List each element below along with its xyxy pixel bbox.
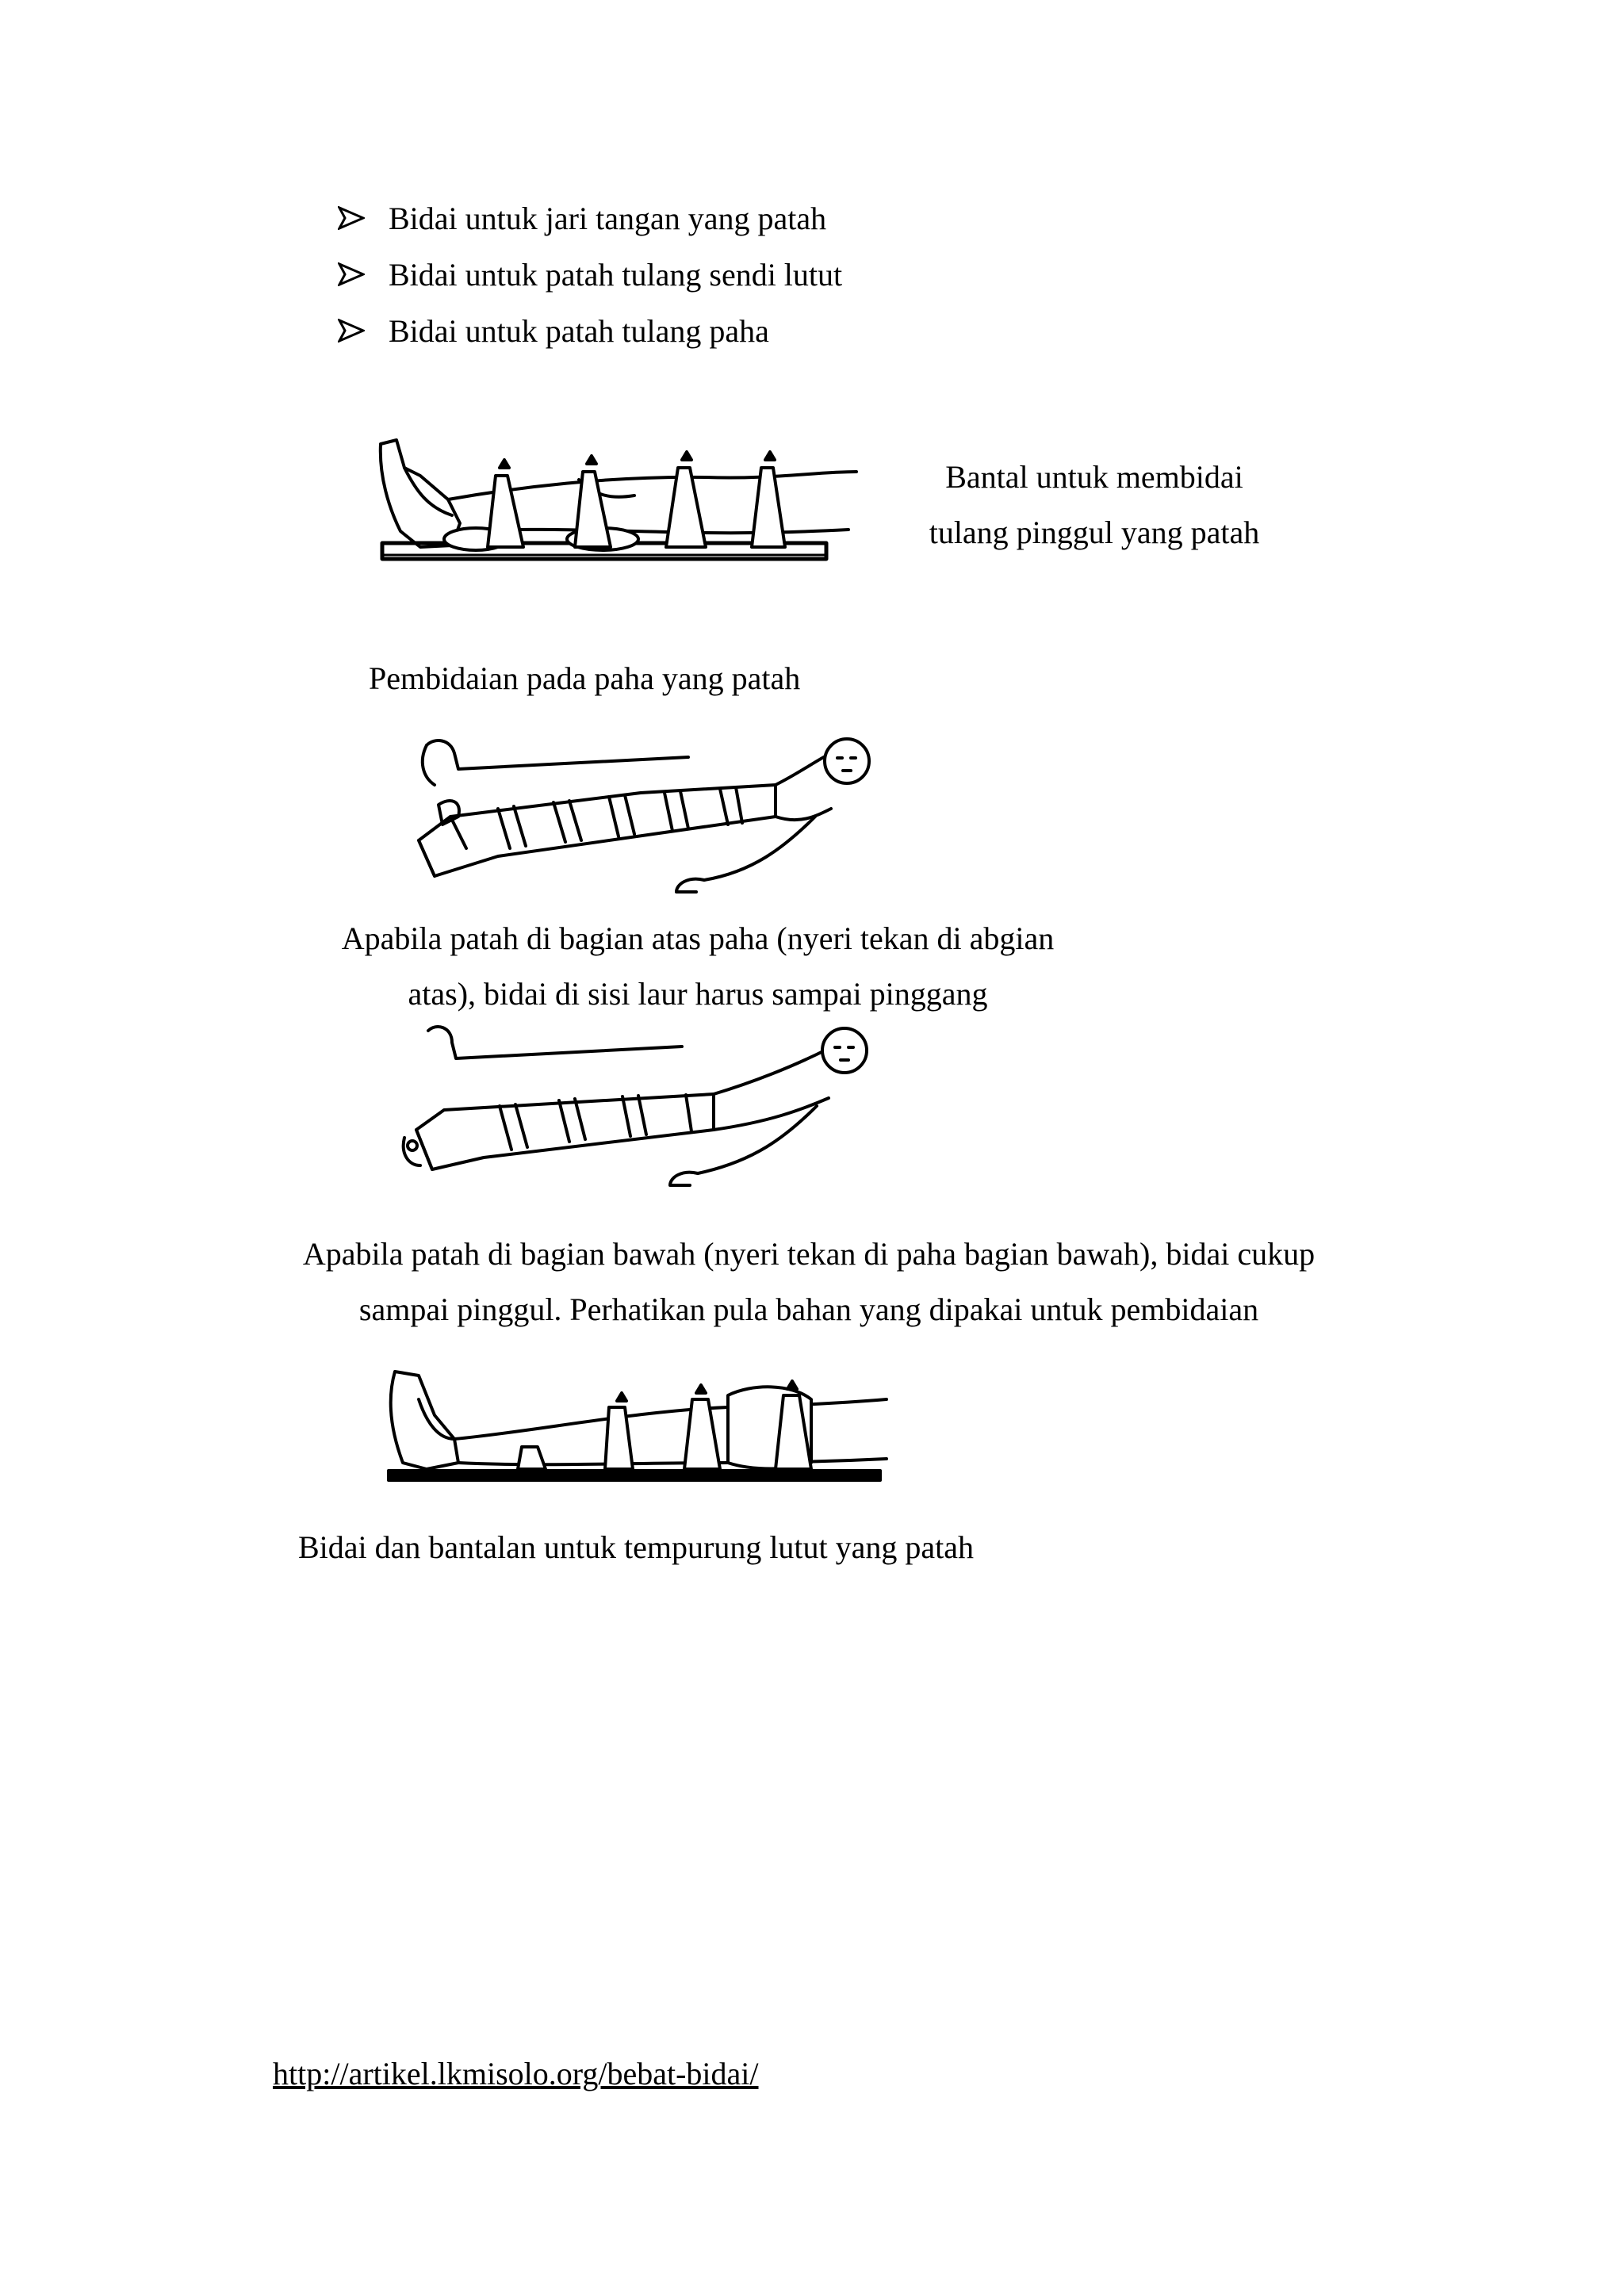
arrow-bullet-icon xyxy=(338,206,365,230)
thigh-splint-to-waist-illustration xyxy=(403,729,879,904)
source-link[interactable]: http://artikel.lkmisolo.org/bebat-bidai/ xyxy=(273,2056,759,2091)
figure-caption-line: Apabila patah di bagian bawah (nyeri tekan di paha bagian bawah), bidai cukup xyxy=(302,1236,1316,1272)
figure-side-caption-line: Bantal untuk membidai xyxy=(945,459,1243,495)
list-item-label: Bidai untuk patah tulang sendi lutut xyxy=(389,257,843,293)
list-item-label: Bidai untuk patah tulang paha xyxy=(389,313,769,349)
hip-splint-illustration xyxy=(373,420,864,583)
arrow-bullet-icon xyxy=(338,319,365,342)
list-item-label: Bidai untuk jari tangan yang patah xyxy=(389,201,827,236)
figure-caption: Pembidaian pada paha yang patah xyxy=(369,660,801,696)
figure-caption-line: atas), bidai di sisi laur harus sampai pinggang xyxy=(408,976,988,1012)
kneecap-splint-illustration xyxy=(379,1352,910,1494)
arrow-bullet-icon xyxy=(338,262,365,286)
figure-caption: Bidai dan bantalan untuk tempurung lutut yang patah xyxy=(298,1529,975,1565)
figure-caption-line: sampai pinggul. Perhatikan pula bahan yang dipakai untuk pembidaian xyxy=(358,1292,1259,1327)
thigh-splint-to-hip-illustration xyxy=(396,1019,880,1193)
figure-side-caption-line: tulang pinggul yang patah xyxy=(929,515,1260,550)
figure-caption-line: Apabila patah di bagian atas paha (nyeri tekan di abgian xyxy=(341,920,1055,956)
